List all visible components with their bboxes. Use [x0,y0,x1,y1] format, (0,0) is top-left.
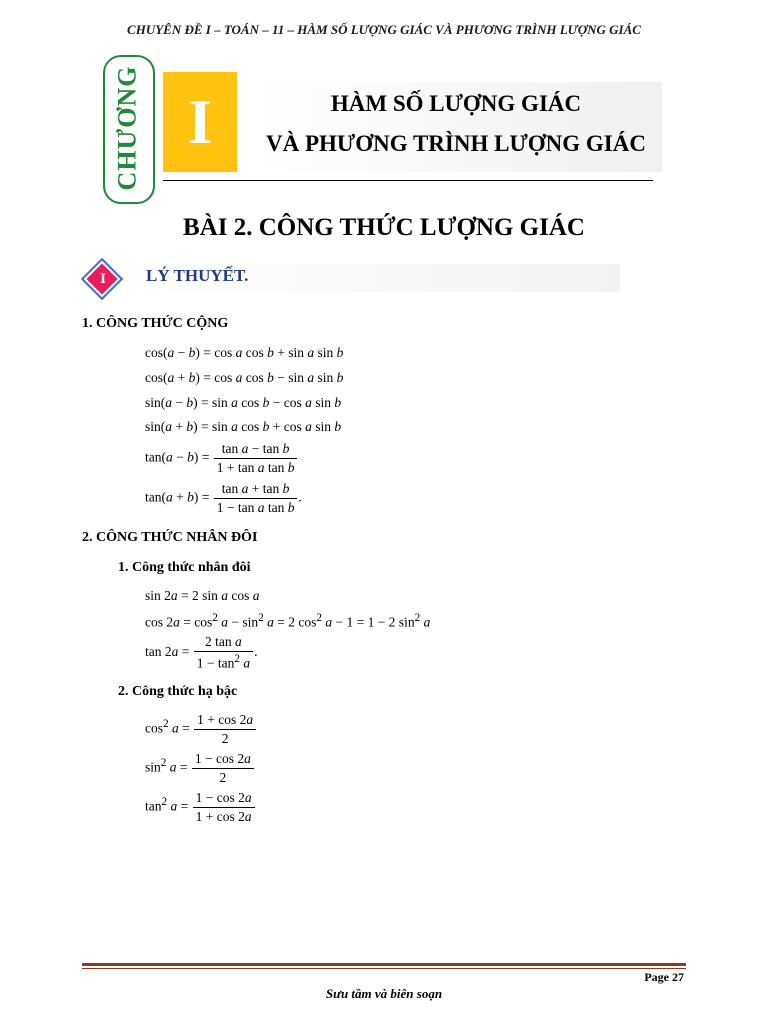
formula-sin-minus: sin(a − b) = sin a cos b − cos a sin b [145,395,342,410]
formula-cos-minus: cos(a − b) = cos a cos b + sin a sin b [145,345,344,360]
section-double-angle-title: 2. CÔNG THỨC NHÂN ĐÔI [82,530,258,545]
subsection-double-angle: 1. Công thức nhân đôi [118,560,251,575]
formula-sin-squared: $\sin^2 a$ = $\frac{1 - \cos 2a}{2}$ [145,751,255,786]
footer-rule-thick [82,963,686,966]
footer-credit: Sưu tầm và biên soạn [325,986,443,1001]
chapter-title-line1: HÀM SỐ LƯỢNG GIÁC [330,91,582,116]
formula-tan-minus: tan(a − b) = $\frac{\text{tan a − tan b}}{\text{1 + tan a tan b}}$ [145,441,298,476]
chapter-label-text: CHƯƠNG [112,65,142,190]
formula-cos-squared: $\cos^2 a$ = $\frac{1 + \cos 2a}{2}$ [145,712,257,747]
formula-sin-plus: sin(a + b) = sin a cos b + cos a sin b [145,419,342,434]
running-header: CHUYÊN ĐỀ I – TOÁN – 11 – HÀM SỐ LƯỢNG GIÁC VÀ PHƯƠNG TRÌNH LƯỢNG GIÁC [127,22,641,37]
theory-number: I [100,271,106,287]
formula-tan-squared: $\tan^2 a$ = $\frac{1 - \cos 2a}{1 + \cos 2a}$ [145,790,256,825]
formula-sin2a: sin 2a = 2 sin a cos a [145,588,260,603]
subsection-power-reduction: 2. Công thức hạ bậc [118,684,238,699]
formula-tan2a: tan 2a = $\frac{\text{2 tan a}}{1 - \tan^2 a}$ . [145,634,258,671]
formula-cos-plus: cos(a + b) = cos a cos b − sin a sin b [145,370,344,385]
page-number: Page 27 [644,970,684,984]
chapter-divider [163,180,653,181]
chapter-number: I [163,72,237,172]
lesson-title: BÀI 2. CÔNG THỨC LƯỢNG GIÁC [183,214,585,241]
chapter-label [103,55,151,200]
chapter-title-line2: VÀ PHƯƠNG TRÌNH LƯỢNG GIÁC [266,131,646,156]
formula-cos2a: $\cos 2a = \cos^2 a - \sin^2 a = 2$ $\cos^2 a - 1 = 1 - 2$ $\sin^2 a$ [145,612,431,630]
formula-tan-plus: tan(a + b) = $\frac{\text{tan a + tan b}}{\text{1 − tan a tan b}}$ . [145,481,302,515]
chapter-title [250,84,662,164]
footer-rule-thin [82,968,686,969]
theory-label: LÝ THUYẾT. [146,266,249,285]
section-addition-title: 1. CÔNG THỨC CỘNG [82,316,229,331]
